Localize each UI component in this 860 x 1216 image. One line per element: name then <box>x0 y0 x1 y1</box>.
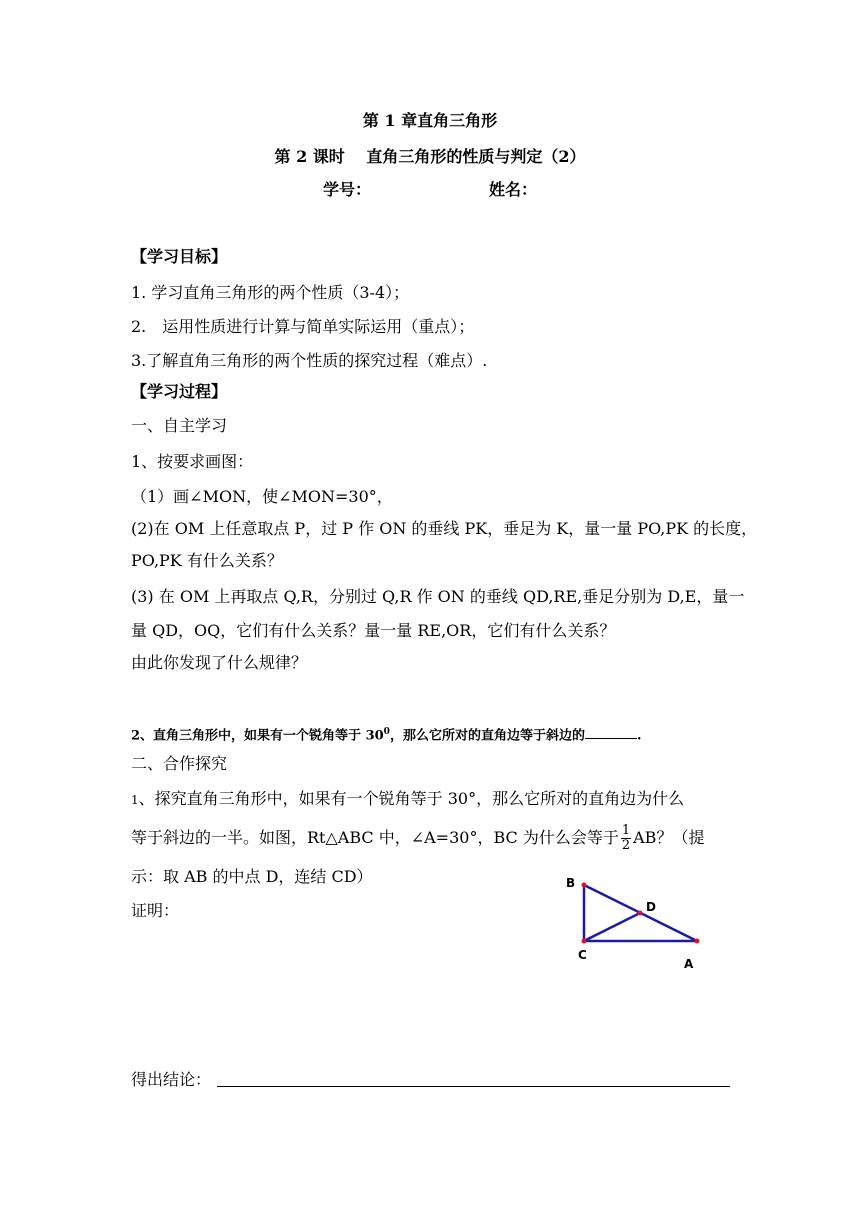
explore-1-text-2a: 等于斜边的一半。如图，Rt△ABC 中，∠A=30°，BC 为什么会等于 <box>131 828 619 847</box>
question-1-step-2-line-2: PO,PK 有什么关系？ <box>131 551 283 570</box>
question-2-text-b: ，那么它所对的直角边等于斜边的 <box>389 728 585 744</box>
proof-label: 证明： <box>131 901 180 920</box>
segment-cd <box>584 913 640 941</box>
question-1-step-3-line-1: (3) 在 OM 上再取点 Q,R，分别过 Q,R 作 ON 的垂线 QD,RE,垂足分别为 D,E，量一 <box>131 587 745 606</box>
degree-superscript: 0 <box>383 727 390 737</box>
question-2-end: . <box>636 728 642 744</box>
answer-blank[interactable] <box>585 724 637 739</box>
question-2 <box>131 721 641 747</box>
section-self-study: 一、自主学习 <box>131 416 228 435</box>
chapter-title: 第 1 章直角三角形 <box>362 111 498 130</box>
label-b: B <box>566 876 576 890</box>
explore-1-text-1: 、探究直角三角形中，如果有一个锐角等于 30°，那么它所对的直角边为什么 <box>138 789 685 808</box>
point-c <box>582 939 587 944</box>
section-cooperative: 二、合作探究 <box>131 754 228 773</box>
process-heading: 【学习过程】 <box>131 382 228 401</box>
name-label: 姓名： <box>489 180 538 199</box>
question-1-step-3-line-2: 量 QD，OQ，它们有什么关系？量一量 RE,OR，它们有什么关系？ <box>131 621 616 640</box>
explore-1-line-1 <box>131 788 684 811</box>
triangle-figure <box>560 874 720 974</box>
lesson-title: 第 2 课时 直角三角形的性质与判定（2） <box>274 147 586 166</box>
question-1-step-2-line-1: (2)在 OM 上任意取点 P，过 P 作 ON 的垂线 PK，垂足为 K，量一量 PO,PK 的长度， <box>131 519 758 538</box>
point-b <box>582 883 587 888</box>
objective-item-2: 2. 运用性质进行计算与简单实际运用（重点）； <box>131 317 475 336</box>
question-1-step-3-line-3: 由此你发现了什么规律？ <box>131 653 308 672</box>
objectives-heading: 【学习目标】 <box>131 247 228 266</box>
explore-1-line-3: 示：取 AB 的中点 D，连结 CD） <box>131 867 373 886</box>
one-half-fraction <box>621 824 631 853</box>
fraction-numerator: 1 <box>621 823 631 838</box>
objective-item-3: 3.了解直角三角形的两个性质的探究过程（难点）. <box>131 351 488 370</box>
question-2-text-a: 2、直角三角形中，如果有一个锐角等于 30 <box>131 728 384 744</box>
explore-1-text-2b: AB？（提 <box>633 828 705 847</box>
conclusion-label: 得出结论： <box>131 1070 212 1089</box>
question-1-step-1: （1）画∠MON，使∠MON=30°， <box>131 487 393 506</box>
label-c: C <box>578 948 587 962</box>
label-a: A <box>684 957 694 971</box>
point-a <box>695 939 700 944</box>
objective-item-1: 1. 学习直角三角形的两个性质（3-4）； <box>131 283 410 302</box>
explore-1-number: 1 <box>131 793 139 807</box>
question-1-title: 1、按要求画图： <box>131 452 254 471</box>
student-id-label: 学号： <box>323 180 372 199</box>
conclusion-answer-line[interactable] <box>217 1086 730 1087</box>
label-d: D <box>646 900 656 914</box>
explore-1-line-2 <box>131 824 704 853</box>
fraction-denominator: 2 <box>621 838 631 853</box>
point-d <box>638 911 643 916</box>
